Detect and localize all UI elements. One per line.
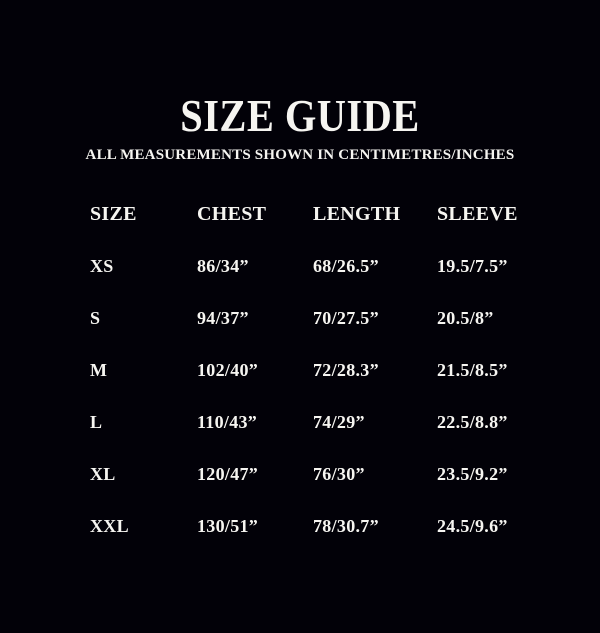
column-header-size: SIZE [90,202,137,225]
sleeve-value: 20.5/8” [437,307,494,328]
size-label: XS [90,255,114,276]
chest-value: 102/40” [197,359,259,380]
sleeve-value: 22.5/8.8” [437,411,508,432]
sleeve-value: 21.5/8.5” [437,359,508,380]
column-header-length: LENGTH [313,202,401,225]
table-header-row [90,188,580,240]
length-value: 76/30” [313,463,365,484]
column-header-sleeve: SLEEVE [437,202,518,225]
page-subtitle: ALL MEASUREMENTS SHOWN IN CENTIMETRES/INCHES [85,147,515,163]
page-title: SIZE GUIDE [180,90,420,141]
table-row-xl [90,448,580,500]
table-row-s [90,292,580,344]
size-label: XL [90,463,116,484]
length-value: 78/30.7” [313,515,379,536]
chest-value: 86/34” [197,255,249,276]
length-value: 72/28.3” [313,359,379,380]
chest-value: 94/37” [197,307,249,328]
chest-value: 130/51” [197,515,259,536]
column-header-chest: CHEST [197,202,267,225]
table-row-xs [90,240,580,292]
size-label: XXL [90,515,129,536]
sleeve-value: 23.5/9.2” [437,463,508,484]
table-row-xxl [90,500,580,552]
table-row-l [90,396,580,448]
sleeve-value: 24.5/9.6” [437,515,508,536]
chest-value: 120/47” [197,463,259,484]
chest-value: 110/43” [197,411,258,432]
size-label: M [90,359,108,380]
size-label: L [90,411,103,432]
length-value: 70/27.5” [313,307,379,328]
size-label: S [90,307,101,328]
length-value: 74/29” [313,411,365,432]
table-row-m [90,344,580,396]
sleeve-value: 19.5/7.5” [437,255,508,276]
length-value: 68/26.5” [313,255,379,276]
size-table [0,188,600,552]
